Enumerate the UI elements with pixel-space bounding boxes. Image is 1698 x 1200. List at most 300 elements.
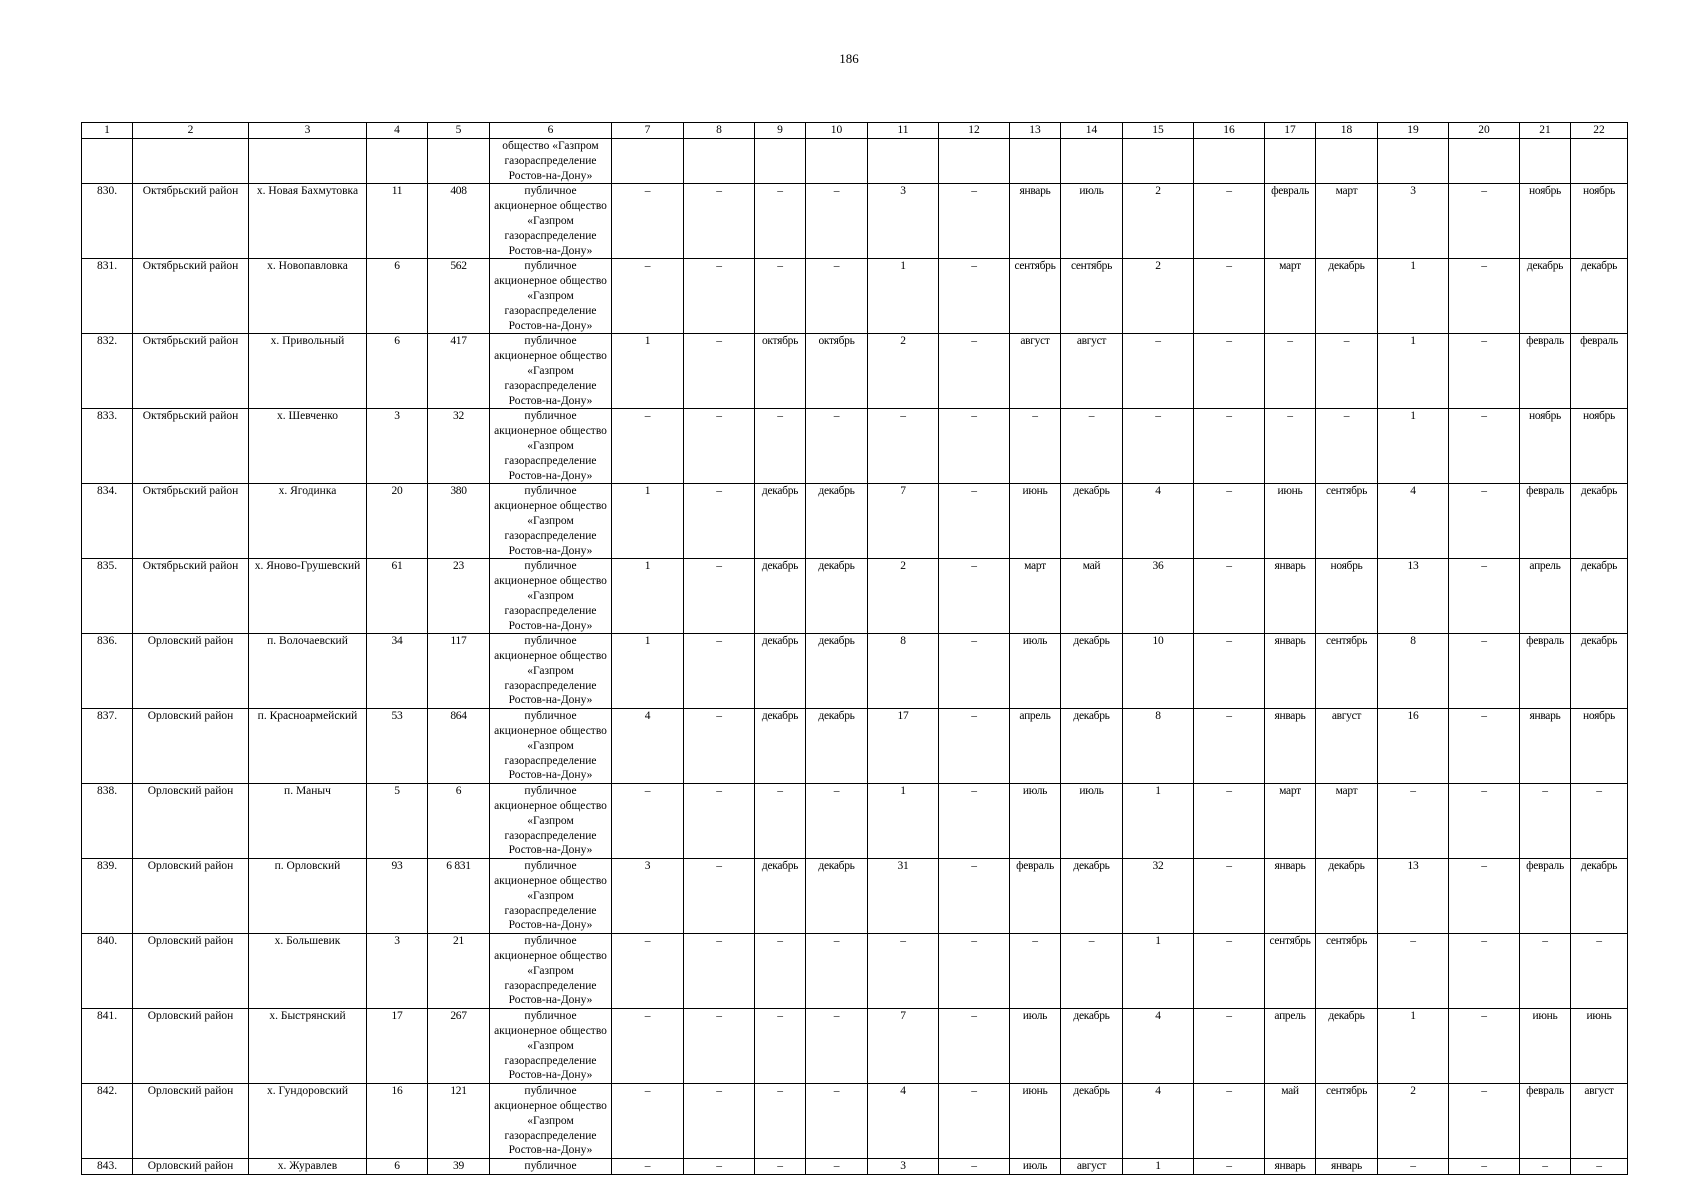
value-cell-col-12: – xyxy=(939,1009,1010,1084)
value-cell-col-22: июнь xyxy=(1571,1009,1628,1084)
value-cell-col-5: 417 xyxy=(428,334,490,409)
row-number: 838. xyxy=(82,784,133,859)
data-table xyxy=(81,122,1628,1175)
value-cell-col-12: – xyxy=(939,334,1010,409)
value-cell-col-18: сентябрь xyxy=(1316,634,1378,709)
value-cell-col-9: – xyxy=(755,184,806,259)
value-cell-col-5: 21 xyxy=(428,934,490,1009)
value-cell-col-12: – xyxy=(939,409,1010,484)
value-cell-col-8: – xyxy=(684,709,755,784)
organization-cell: публичное xyxy=(490,1159,612,1175)
row-number: 837. xyxy=(82,709,133,784)
settlement-cell: п. Волочаевский xyxy=(249,634,367,709)
settlement-cell: х. Быстрянский xyxy=(249,1009,367,1084)
value-cell-col-11: 3 xyxy=(868,184,939,259)
value-cell-col-8: – xyxy=(684,259,755,334)
value-cell-col-4: 6 xyxy=(367,259,428,334)
value-cell-col-8: – xyxy=(684,859,755,934)
district-cell: Октябрьский район xyxy=(133,184,249,259)
value-cell-col-9: декабрь xyxy=(755,634,806,709)
table-row xyxy=(82,559,1628,634)
value-cell-col-14: июль xyxy=(1061,784,1123,859)
value-cell-col-18: сентябрь xyxy=(1316,1084,1378,1159)
value-cell-col-18: декабрь xyxy=(1316,1009,1378,1084)
row-number: 835. xyxy=(82,559,133,634)
value-cell-col-5: 32 xyxy=(428,409,490,484)
value-cell-col-14: – xyxy=(1061,934,1123,1009)
table-row xyxy=(82,139,1628,184)
column-header-21: 21 xyxy=(1520,123,1571,139)
value-cell-col-18: – xyxy=(1316,334,1378,409)
value-cell-col-7: 1 xyxy=(612,484,684,559)
value-cell-col-4: 61 xyxy=(367,559,428,634)
column-header-14: 14 xyxy=(1061,123,1123,139)
district-cell: Октябрьский район xyxy=(133,484,249,559)
value-cell-col-5 xyxy=(428,139,490,184)
value-cell-col-14: август xyxy=(1061,1159,1123,1175)
settlement-cell: п. Орловский xyxy=(249,859,367,934)
value-cell-col-17: январь xyxy=(1265,559,1316,634)
value-cell-col-22: ноябрь xyxy=(1571,709,1628,784)
value-cell-col-21: февраль xyxy=(1520,859,1571,934)
value-cell-col-13: январь xyxy=(1010,184,1061,259)
table-row xyxy=(82,484,1628,559)
value-cell-col-21: – xyxy=(1520,784,1571,859)
value-cell-col-9: – xyxy=(755,934,806,1009)
value-cell-col-15: 32 xyxy=(1123,859,1194,934)
value-cell-col-19: 4 xyxy=(1378,484,1449,559)
value-cell-col-16: – xyxy=(1194,1159,1265,1175)
value-cell-col-14: декабрь xyxy=(1061,484,1123,559)
value-cell-col-7: 1 xyxy=(612,634,684,709)
value-cell-col-19: 1 xyxy=(1378,334,1449,409)
organization-cell: публичное акционерное общество «Газпром газораспределение Ростов-на-Дону» xyxy=(490,259,612,334)
value-cell-col-12: – xyxy=(939,934,1010,1009)
value-cell-col-22 xyxy=(1571,139,1628,184)
value-cell-col-8: – xyxy=(684,934,755,1009)
value-cell-col-17: сентябрь xyxy=(1265,934,1316,1009)
value-cell-col-7: – xyxy=(612,934,684,1009)
value-cell-col-4: 17 xyxy=(367,1009,428,1084)
value-cell-col-8: – xyxy=(684,634,755,709)
value-cell-col-17 xyxy=(1265,139,1316,184)
settlement-cell: х. Журавлев xyxy=(249,1159,367,1175)
value-cell-col-10: – xyxy=(806,934,868,1009)
value-cell-col-7: 1 xyxy=(612,559,684,634)
value-cell-col-8: – xyxy=(684,784,755,859)
district-cell: Орловский район xyxy=(133,934,249,1009)
value-cell-col-8: – xyxy=(684,334,755,409)
value-cell-col-10: – xyxy=(806,259,868,334)
value-cell-col-21: февраль xyxy=(1520,484,1571,559)
value-cell-col-22: ноябрь xyxy=(1571,184,1628,259)
value-cell-col-17: январь xyxy=(1265,1159,1316,1175)
value-cell-col-21 xyxy=(1520,139,1571,184)
value-cell-col-7: – xyxy=(612,184,684,259)
settlement-cell: х. Ягодинка xyxy=(249,484,367,559)
value-cell-col-20: – xyxy=(1449,709,1520,784)
row-number: 840. xyxy=(82,934,133,1009)
value-cell-col-4: 20 xyxy=(367,484,428,559)
value-cell-col-16 xyxy=(1194,139,1265,184)
table-body xyxy=(82,139,1628,1175)
column-header-18: 18 xyxy=(1316,123,1378,139)
value-cell-col-13: – xyxy=(1010,934,1061,1009)
value-cell-col-9: декабрь xyxy=(755,559,806,634)
value-cell-col-16: – xyxy=(1194,709,1265,784)
value-cell-col-13: июль xyxy=(1010,1009,1061,1084)
value-cell-col-5: 117 xyxy=(428,634,490,709)
value-cell-col-4: 6 xyxy=(367,1159,428,1175)
table-row xyxy=(82,184,1628,259)
value-cell-col-20: – xyxy=(1449,934,1520,1009)
value-cell-col-4: 16 xyxy=(367,1084,428,1159)
value-cell-col-17: январь xyxy=(1265,709,1316,784)
value-cell-col-9: – xyxy=(755,409,806,484)
value-cell-col-9: – xyxy=(755,784,806,859)
settlement-cell: п. Красноармейский xyxy=(249,709,367,784)
district-cell: Орловский район xyxy=(133,634,249,709)
value-cell-col-12: – xyxy=(939,634,1010,709)
value-cell-col-16: – xyxy=(1194,559,1265,634)
page-number: 186 xyxy=(839,51,859,66)
value-cell-col-12: – xyxy=(939,859,1010,934)
column-header-7: 7 xyxy=(612,123,684,139)
value-cell-col-21: январь xyxy=(1520,709,1571,784)
organization-cell: публичное акционерное общество «Газпром газораспределение Ростов-на-Дону» xyxy=(490,634,612,709)
value-cell-col-22: ноябрь xyxy=(1571,409,1628,484)
value-cell-col-18: сентябрь xyxy=(1316,934,1378,1009)
value-cell-col-8: – xyxy=(684,1009,755,1084)
value-cell-col-10: – xyxy=(806,784,868,859)
value-cell-col-19: 1 xyxy=(1378,259,1449,334)
value-cell-col-21: апрель xyxy=(1520,559,1571,634)
value-cell-col-13: февраль xyxy=(1010,859,1061,934)
header-row xyxy=(82,123,1628,139)
value-cell-col-12: – xyxy=(939,709,1010,784)
table-row xyxy=(82,1009,1628,1084)
settlement-cell: х. Яново-Грушевский xyxy=(249,559,367,634)
value-cell-col-21: июнь xyxy=(1520,1009,1571,1084)
value-cell-col-15: – xyxy=(1123,334,1194,409)
organization-cell: публичное акционерное общество «Газпром газораспределение Ростов-на-Дону» xyxy=(490,859,612,934)
value-cell-col-18: декабрь xyxy=(1316,259,1378,334)
row-number: 832. xyxy=(82,334,133,409)
value-cell-col-11: 7 xyxy=(868,1009,939,1084)
value-cell-col-12 xyxy=(939,139,1010,184)
value-cell-col-12: – xyxy=(939,784,1010,859)
district-cell: Октябрьский район xyxy=(133,559,249,634)
value-cell-col-16: – xyxy=(1194,484,1265,559)
column-header-20: 20 xyxy=(1449,123,1520,139)
row-number: 830. xyxy=(82,184,133,259)
table-row xyxy=(82,934,1628,1009)
value-cell-col-9: декабрь xyxy=(755,484,806,559)
value-cell-col-17: январь xyxy=(1265,634,1316,709)
value-cell-col-8: – xyxy=(684,484,755,559)
value-cell-col-7: – xyxy=(612,1009,684,1084)
value-cell-col-14: май xyxy=(1061,559,1123,634)
value-cell-col-9 xyxy=(755,139,806,184)
value-cell-col-20: – xyxy=(1449,1084,1520,1159)
value-cell-col-18: март xyxy=(1316,184,1378,259)
district-cell: Орловский район xyxy=(133,1084,249,1159)
value-cell-col-19: 8 xyxy=(1378,634,1449,709)
column-header-22: 22 xyxy=(1571,123,1628,139)
value-cell-col-15: 1 xyxy=(1123,784,1194,859)
value-cell-col-18: август xyxy=(1316,709,1378,784)
district-cell: Октябрьский район xyxy=(133,259,249,334)
settlement-cell: х. Новая Бахмутовка xyxy=(249,184,367,259)
value-cell-col-10: декабрь xyxy=(806,709,868,784)
table-row xyxy=(82,409,1628,484)
organization-cell: общество «Газпром газораспределение Ростов-на-Дону» xyxy=(490,139,612,184)
value-cell-col-5: 267 xyxy=(428,1009,490,1084)
value-cell-col-10 xyxy=(806,139,868,184)
value-cell-col-4 xyxy=(367,139,428,184)
value-cell-col-9: – xyxy=(755,1159,806,1175)
value-cell-col-8 xyxy=(684,139,755,184)
value-cell-col-22: декабрь xyxy=(1571,259,1628,334)
value-cell-col-19: 1 xyxy=(1378,1009,1449,1084)
value-cell-col-16: – xyxy=(1194,1009,1265,1084)
value-cell-col-15: 8 xyxy=(1123,709,1194,784)
row-number xyxy=(82,139,133,184)
value-cell-col-11: 31 xyxy=(868,859,939,934)
value-cell-col-21: ноябрь xyxy=(1520,184,1571,259)
value-cell-col-22: декабрь xyxy=(1571,484,1628,559)
row-number: 833. xyxy=(82,409,133,484)
value-cell-col-10: – xyxy=(806,1009,868,1084)
value-cell-col-22: – xyxy=(1571,934,1628,1009)
organization-cell: публичное акционерное общество «Газпром газораспределение Ростов-на-Дону» xyxy=(490,784,612,859)
value-cell-col-11: 2 xyxy=(868,559,939,634)
value-cell-col-17: – xyxy=(1265,409,1316,484)
value-cell-col-13: апрель xyxy=(1010,709,1061,784)
value-cell-col-20: – xyxy=(1449,334,1520,409)
value-cell-col-16: – xyxy=(1194,934,1265,1009)
value-cell-col-21: – xyxy=(1520,934,1571,1009)
value-cell-col-21: декабрь xyxy=(1520,259,1571,334)
settlement-cell xyxy=(249,139,367,184)
value-cell-col-18: ноябрь xyxy=(1316,559,1378,634)
district-cell: Октябрьский район xyxy=(133,334,249,409)
row-number: 839. xyxy=(82,859,133,934)
district-cell: Орловский район xyxy=(133,1009,249,1084)
value-cell-col-5: 6 831 xyxy=(428,859,490,934)
value-cell-col-11: 1 xyxy=(868,784,939,859)
value-cell-col-12: – xyxy=(939,559,1010,634)
settlement-cell: х. Шевченко xyxy=(249,409,367,484)
value-cell-col-4: 34 xyxy=(367,634,428,709)
district-cell: Орловский район xyxy=(133,709,249,784)
value-cell-col-13: – xyxy=(1010,409,1061,484)
value-cell-col-4: 53 xyxy=(367,709,428,784)
value-cell-col-8: – xyxy=(684,184,755,259)
column-header-16: 16 xyxy=(1194,123,1265,139)
column-header-9: 9 xyxy=(755,123,806,139)
value-cell-col-5: 39 xyxy=(428,1159,490,1175)
value-cell-col-9: декабрь xyxy=(755,859,806,934)
value-cell-col-9: октябрь xyxy=(755,334,806,409)
row-number: 842. xyxy=(82,1084,133,1159)
value-cell-col-10: декабрь xyxy=(806,859,868,934)
value-cell-col-17: январь xyxy=(1265,859,1316,934)
value-cell-col-7: – xyxy=(612,259,684,334)
column-header-4: 4 xyxy=(367,123,428,139)
district-cell xyxy=(133,139,249,184)
value-cell-col-10: декабрь xyxy=(806,634,868,709)
row-number: 836. xyxy=(82,634,133,709)
table-row xyxy=(82,709,1628,784)
settlement-cell: х. Гундоровский xyxy=(249,1084,367,1159)
value-cell-col-16: – xyxy=(1194,409,1265,484)
organization-cell: публичное акционерное общество «Газпром газораспределение Ростов-на-Дону» xyxy=(490,484,612,559)
value-cell-col-22: декабрь xyxy=(1571,559,1628,634)
value-cell-col-19: – xyxy=(1378,1159,1449,1175)
value-cell-col-19: 1 xyxy=(1378,409,1449,484)
value-cell-col-15: 1 xyxy=(1123,934,1194,1009)
value-cell-col-18: январь xyxy=(1316,1159,1378,1175)
organization-cell: публичное акционерное общество «Газпром газораспределение Ростов-на-Дону» xyxy=(490,184,612,259)
value-cell-col-5: 408 xyxy=(428,184,490,259)
value-cell-col-19: – xyxy=(1378,784,1449,859)
value-cell-col-16: – xyxy=(1194,859,1265,934)
district-cell: Орловский район xyxy=(133,1159,249,1175)
value-cell-col-8: – xyxy=(684,409,755,484)
value-cell-col-7: – xyxy=(612,784,684,859)
value-cell-col-12: – xyxy=(939,259,1010,334)
value-cell-col-18 xyxy=(1316,139,1378,184)
value-cell-col-13: март xyxy=(1010,559,1061,634)
value-cell-col-22: – xyxy=(1571,784,1628,859)
value-cell-col-14: декабрь xyxy=(1061,859,1123,934)
value-cell-col-5: 23 xyxy=(428,559,490,634)
row-number: 843. xyxy=(82,1159,133,1175)
column-header-1: 1 xyxy=(82,123,133,139)
value-cell-col-20: – xyxy=(1449,409,1520,484)
value-cell-col-20: – xyxy=(1449,184,1520,259)
value-cell-col-5: 6 xyxy=(428,784,490,859)
column-header-12: 12 xyxy=(939,123,1010,139)
value-cell-col-7 xyxy=(612,139,684,184)
value-cell-col-13: июль xyxy=(1010,1159,1061,1175)
value-cell-col-10: – xyxy=(806,184,868,259)
value-cell-col-13: август xyxy=(1010,334,1061,409)
value-cell-col-15: 36 xyxy=(1123,559,1194,634)
value-cell-col-19: 13 xyxy=(1378,559,1449,634)
row-number: 841. xyxy=(82,1009,133,1084)
value-cell-col-12: – xyxy=(939,484,1010,559)
table-row xyxy=(82,1084,1628,1159)
organization-cell: публичное акционерное общество «Газпром газораспределение Ростов-на-Дону» xyxy=(490,559,612,634)
value-cell-col-10: октябрь xyxy=(806,334,868,409)
value-cell-col-16: – xyxy=(1194,784,1265,859)
value-cell-col-15: 10 xyxy=(1123,634,1194,709)
value-cell-col-18: март xyxy=(1316,784,1378,859)
value-cell-col-21: февраль xyxy=(1520,1084,1571,1159)
row-number: 834. xyxy=(82,484,133,559)
value-cell-col-18: декабрь xyxy=(1316,859,1378,934)
value-cell-col-11: 8 xyxy=(868,634,939,709)
value-cell-col-9: – xyxy=(755,1084,806,1159)
organization-cell: публичное акционерное общество «Газпром газораспределение Ростов-на-Дону» xyxy=(490,409,612,484)
value-cell-col-7: – xyxy=(612,409,684,484)
value-cell-col-15: 2 xyxy=(1123,184,1194,259)
value-cell-col-11: 17 xyxy=(868,709,939,784)
value-cell-col-10: декабрь xyxy=(806,484,868,559)
column-header-15: 15 xyxy=(1123,123,1194,139)
value-cell-col-15: 2 xyxy=(1123,259,1194,334)
value-cell-col-22: декабрь xyxy=(1571,859,1628,934)
value-cell-col-7: – xyxy=(612,1084,684,1159)
value-cell-col-14: сентябрь xyxy=(1061,259,1123,334)
value-cell-col-11: – xyxy=(868,934,939,1009)
column-header-3: 3 xyxy=(249,123,367,139)
value-cell-col-17: апрель xyxy=(1265,1009,1316,1084)
value-cell-col-12: – xyxy=(939,1159,1010,1175)
value-cell-col-19: 3 xyxy=(1378,184,1449,259)
value-cell-col-13 xyxy=(1010,139,1061,184)
column-header-13: 13 xyxy=(1010,123,1061,139)
value-cell-col-11: 4 xyxy=(868,1084,939,1159)
value-cell-col-22: декабрь xyxy=(1571,634,1628,709)
value-cell-col-16: – xyxy=(1194,184,1265,259)
value-cell-col-4: 3 xyxy=(367,934,428,1009)
value-cell-col-17: июнь xyxy=(1265,484,1316,559)
organization-cell: публичное акционерное общество «Газпром газораспределение Ростов-на-Дону» xyxy=(490,709,612,784)
value-cell-col-15: 4 xyxy=(1123,1084,1194,1159)
column-header-17: 17 xyxy=(1265,123,1316,139)
table-row xyxy=(82,1159,1628,1175)
value-cell-col-20: – xyxy=(1449,1159,1520,1175)
value-cell-col-9: – xyxy=(755,259,806,334)
value-cell-col-19: – xyxy=(1378,934,1449,1009)
value-cell-col-16: – xyxy=(1194,1084,1265,1159)
value-cell-col-4: 93 xyxy=(367,859,428,934)
value-cell-col-19: 13 xyxy=(1378,859,1449,934)
column-header-2: 2 xyxy=(133,123,249,139)
value-cell-col-22: – xyxy=(1571,1159,1628,1175)
value-cell-col-11: 2 xyxy=(868,334,939,409)
district-cell: Орловский район xyxy=(133,859,249,934)
value-cell-col-10: декабрь xyxy=(806,559,868,634)
value-cell-col-20: – xyxy=(1449,484,1520,559)
value-cell-col-14: декабрь xyxy=(1061,1009,1123,1084)
value-cell-col-14: декабрь xyxy=(1061,709,1123,784)
organization-cell: публичное акционерное общество «Газпром газораспределение Ростов-на-Дону» xyxy=(490,934,612,1009)
value-cell-col-9: декабрь xyxy=(755,709,806,784)
column-header-10: 10 xyxy=(806,123,868,139)
table-row xyxy=(82,334,1628,409)
value-cell-col-14: август xyxy=(1061,334,1123,409)
value-cell-col-7: 1 xyxy=(612,334,684,409)
value-cell-col-7: 3 xyxy=(612,859,684,934)
value-cell-col-14: июль xyxy=(1061,184,1123,259)
value-cell-col-10: – xyxy=(806,1159,868,1175)
value-cell-col-9: – xyxy=(755,1009,806,1084)
value-cell-col-20: – xyxy=(1449,634,1520,709)
value-cell-col-14 xyxy=(1061,139,1123,184)
value-cell-col-16: – xyxy=(1194,634,1265,709)
value-cell-col-8: – xyxy=(684,1159,755,1175)
value-cell-col-4: 5 xyxy=(367,784,428,859)
value-cell-col-13: сентябрь xyxy=(1010,259,1061,334)
value-cell-col-19: 16 xyxy=(1378,709,1449,784)
value-cell-col-21: – xyxy=(1520,1159,1571,1175)
value-cell-col-21: февраль xyxy=(1520,634,1571,709)
value-cell-col-7: 4 xyxy=(612,709,684,784)
